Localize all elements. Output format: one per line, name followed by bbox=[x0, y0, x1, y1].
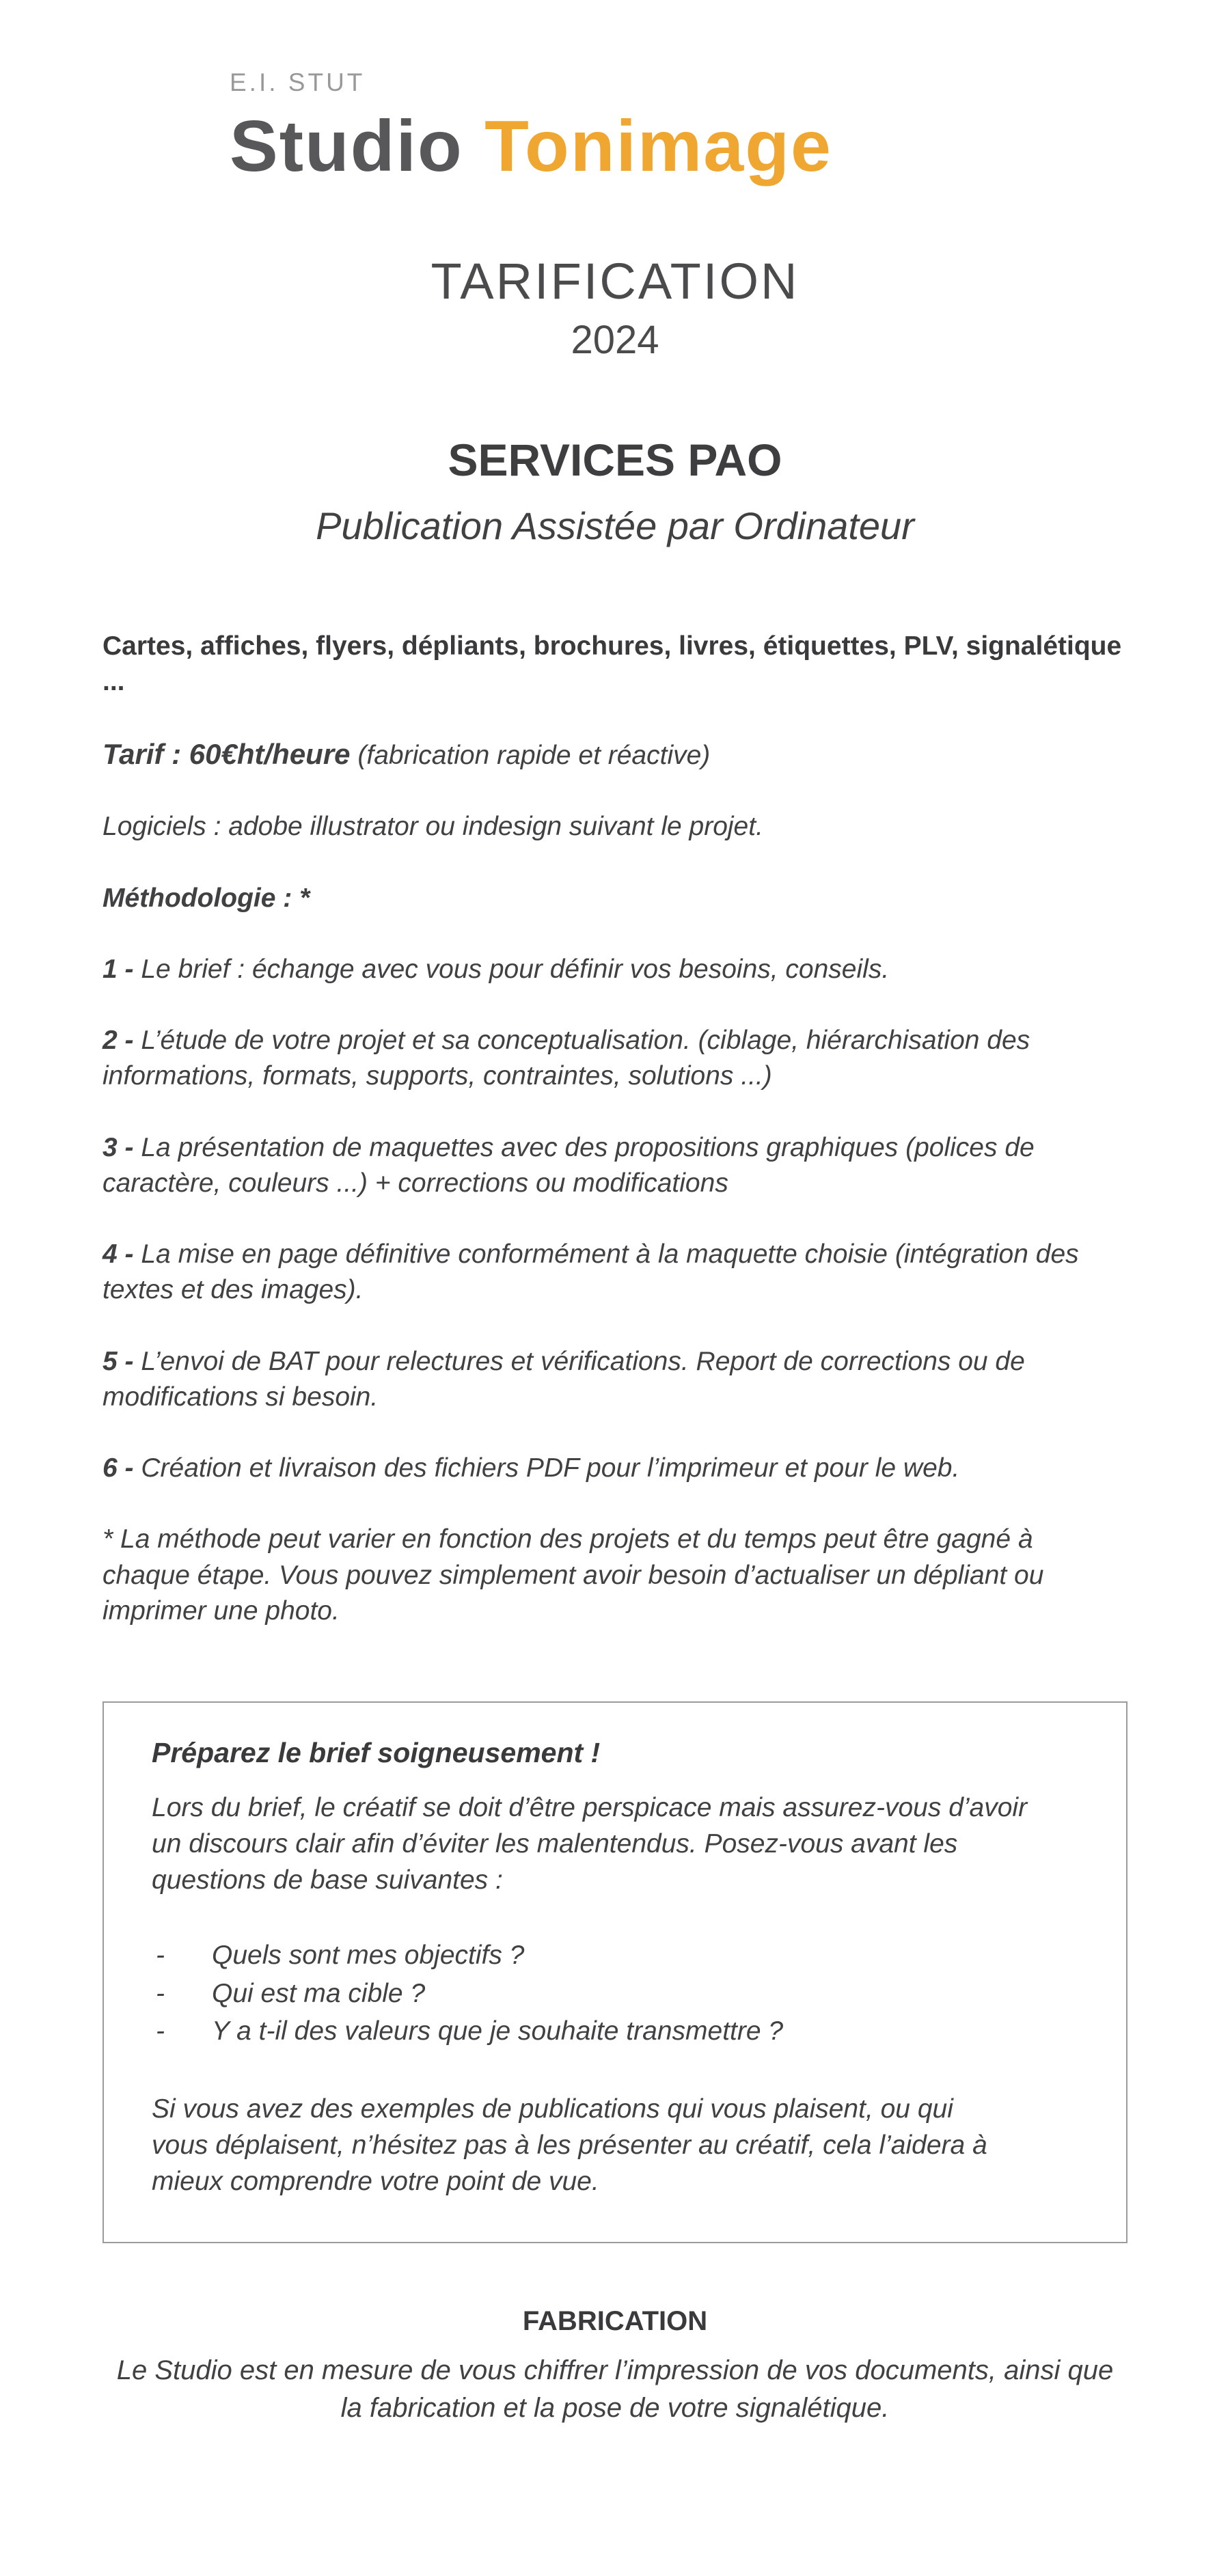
service-title: SERVICES PAO bbox=[448, 434, 782, 485]
logo-studio: Studio bbox=[230, 106, 485, 187]
main-content bbox=[0, 629, 1230, 1630]
service-subtitle: Publication Assistée par Ordinateur bbox=[316, 504, 914, 547]
question-item bbox=[152, 1936, 1078, 1974]
step-text: L’étude de votre projet et sa conceptualisation. (ciblage, hiérarchisation des informations, formats, supports, contraintes, solutions ...) bbox=[102, 1026, 1030, 1091]
logo-tonimage: Tonimage bbox=[484, 106, 832, 187]
step-number: 1 - bbox=[102, 954, 141, 984]
tarif-note: (fabrication rapide et réactive) bbox=[350, 741, 711, 771]
question-dash: - bbox=[156, 2016, 165, 2046]
brief-box-outro: Si vous avez des exemples de publications qui vous plaisent, ou qui vous déplaisent, n’hésitez pas à les présenter au créatif, cela l’aidera à mieux comprendre votre point de vue. bbox=[152, 2094, 987, 2197]
step-text: Création et livraison des fichiers PDF pour l’imprimeur et pour le web. bbox=[141, 1453, 960, 1483]
step-item bbox=[102, 1023, 1128, 1095]
intro-text: Cartes, affiches, flyers, dépliants, brochures, livres, étiquettes, PLV, signalétique ... bbox=[102, 631, 1122, 696]
question-text: Quels sont mes objectifs ? bbox=[212, 1941, 525, 1971]
step-number: 3 - bbox=[102, 1132, 141, 1162]
step-text: Le brief : échange avec vous pour définir vos besoins, conseils. bbox=[141, 954, 890, 984]
step-item bbox=[102, 1237, 1128, 1308]
header bbox=[0, 0, 1230, 187]
question-item bbox=[152, 2012, 1078, 2050]
fabrication-section bbox=[0, 2306, 1230, 2426]
question-text: Qui est ma cible ? bbox=[212, 1978, 426, 2008]
step-item bbox=[102, 1130, 1128, 1202]
fabrication-title: FABRICATION bbox=[522, 2306, 708, 2337]
tarif-price: Tarif : 60€ht/heure bbox=[102, 738, 351, 771]
question-text: Y a t-il des valeurs que je souhaite transmettre ? bbox=[212, 2016, 784, 2046]
tarif-line bbox=[102, 735, 1128, 773]
step-item bbox=[102, 1344, 1128, 1416]
brief-box bbox=[102, 1701, 1128, 2243]
step-text: L’envoi de BAT pour relectures et vérifications. Report de corrections ou de modifications si besoin. bbox=[102, 1346, 1025, 1412]
question-dash: - bbox=[156, 1941, 165, 1971]
logo bbox=[230, 107, 1230, 187]
brief-box-title: Préparez le brief soigneusement ! bbox=[152, 1737, 601, 1769]
step-text: La présentation de maquettes avec des propositions graphiques (polices de caractère, couleurs ...) + corrections ou modifications bbox=[102, 1132, 1035, 1198]
step-item bbox=[102, 952, 1128, 987]
brief-box-intro: Lors du brief, le créatif se doit d’être perspicace mais assurez-vous d’avoir un discours clair afin d’éviter les malentendus. Posez-vous avant les questions de base suivantes : bbox=[152, 1793, 1028, 1895]
logiciels-line: Logiciels : adobe illustrator ou indesign suivant le projet. bbox=[102, 812, 763, 842]
doc-title: TARIFICATION bbox=[430, 252, 800, 310]
step-number: 2 - bbox=[102, 1026, 141, 1056]
step-number: 6 - bbox=[102, 1453, 141, 1483]
fabrication-text: Le Studio est en mesure de vous chiffrer l’impression de vos documents, ainsi que la fabrication et la pose de votre signalétique. bbox=[116, 2355, 1114, 2423]
step-number: 5 - bbox=[102, 1346, 141, 1376]
question-item bbox=[152, 1975, 1078, 2012]
question-dash: - bbox=[156, 1978, 165, 2008]
step-text: La mise en page définitive conformément à la maquette choisie (intégration des textes et des images). bbox=[102, 1239, 1079, 1305]
doc-year: 2024 bbox=[571, 317, 659, 362]
method-footnote: * La méthode peut varier en fonction des projets et du temps peut être gagné à chaque étape. Vous pouvez simplement avoir besoin d’actualiser un dépliant ou imprimer une photo. bbox=[102, 1524, 1044, 1626]
methodologie-line: Méthodologie : * bbox=[102, 883, 310, 913]
step-number: 4 - bbox=[102, 1239, 141, 1270]
company-name: E.I. STUT bbox=[230, 68, 366, 96]
step-item bbox=[102, 1451, 1128, 1486]
